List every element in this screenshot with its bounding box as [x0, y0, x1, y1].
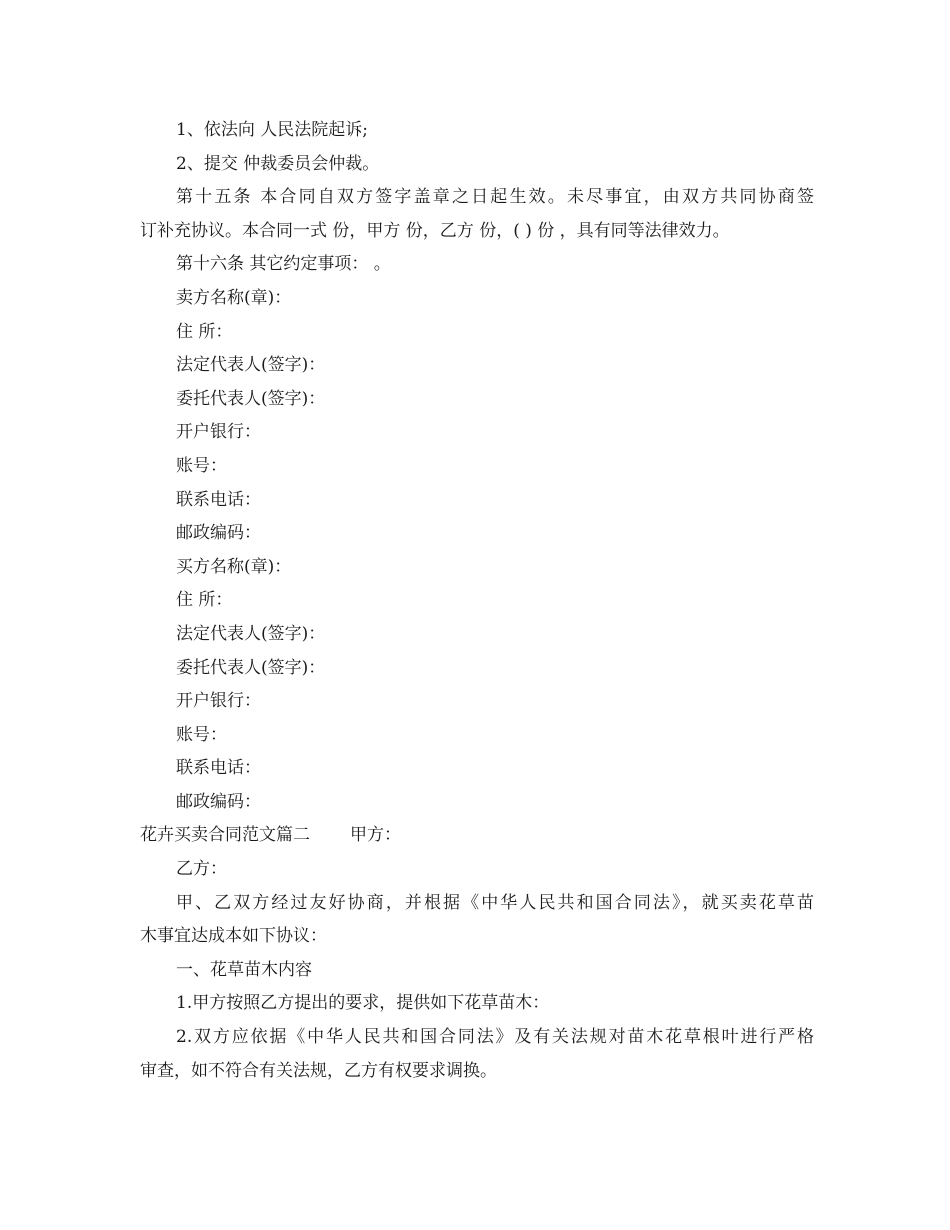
party-b-label: 乙方：	[176, 859, 227, 880]
text-line: 木事宜达成本如下协议：	[140, 926, 327, 947]
text-line: 审查，如不符合有关法规，乙方有权要求调换。	[140, 1060, 497, 1081]
document-body	[140, 114, 814, 1088]
buyer-name-line: 买方名称(章)：	[176, 556, 292, 577]
buyer-account-line: 账号：	[176, 724, 227, 745]
seller-name-line: 卖方名称(章)：	[176, 287, 292, 308]
buyer-agent-line: 委托代表人(签字)：	[176, 657, 326, 678]
section-title: 花卉买卖合同范文篇二	[140, 825, 310, 846]
buyer-bank-line: 开户银行：	[176, 691, 261, 712]
seller-postcode-line: 邮政编码：	[176, 523, 261, 544]
seller-address-line: 住 所：	[176, 321, 233, 342]
seller-legal-rep-line: 法定代表人(签字)：	[176, 355, 326, 376]
text-line: 2、提交 仲裁委员会仲裁。	[176, 153, 380, 174]
section-heading	[140, 819, 814, 853]
buyer-legal-rep-line: 法定代表人(签字)：	[176, 623, 326, 644]
text-line: 一、花草苗木内容	[176, 959, 312, 980]
seller-account-line: 账号：	[176, 455, 227, 476]
buyer-address-line: 住 所：	[176, 590, 233, 611]
buyer-phone-line: 联系电话：	[176, 758, 261, 779]
text-line: 1、依法向 人民法院起诉;	[176, 120, 368, 140]
text-line: 1.甲方按照乙方提出的要求，提供如下花草苗木：	[176, 993, 550, 1014]
seller-bank-line: 开户银行：	[176, 422, 261, 443]
text-line: 甲、乙双方经过友好协商，并根据《中华人民共和国合同法》，就买卖花草苗	[176, 892, 814, 913]
text-line: 第十五条 本合同自双方签字盖章之日起生效。未尽事宜，由双方共同协商签	[176, 187, 814, 208]
text-line: 订补充协议。本合同一式 份，甲方 份，乙方 份，( ) 份 ，具有同等法律效力。	[140, 220, 730, 241]
seller-agent-line: 委托代表人(签字)：	[176, 388, 326, 409]
text-line: 2.双方应依据《中华人民共和国合同法》及有关法规对苗木花草根叶进行严格	[176, 1027, 814, 1048]
party-a-label: 甲方：	[350, 825, 401, 846]
seller-phone-line: 联系电话：	[176, 489, 261, 510]
text-line: 第十六条 其它约定事项： 。	[176, 254, 391, 275]
buyer-postcode-line: 邮政编码：	[176, 791, 261, 812]
